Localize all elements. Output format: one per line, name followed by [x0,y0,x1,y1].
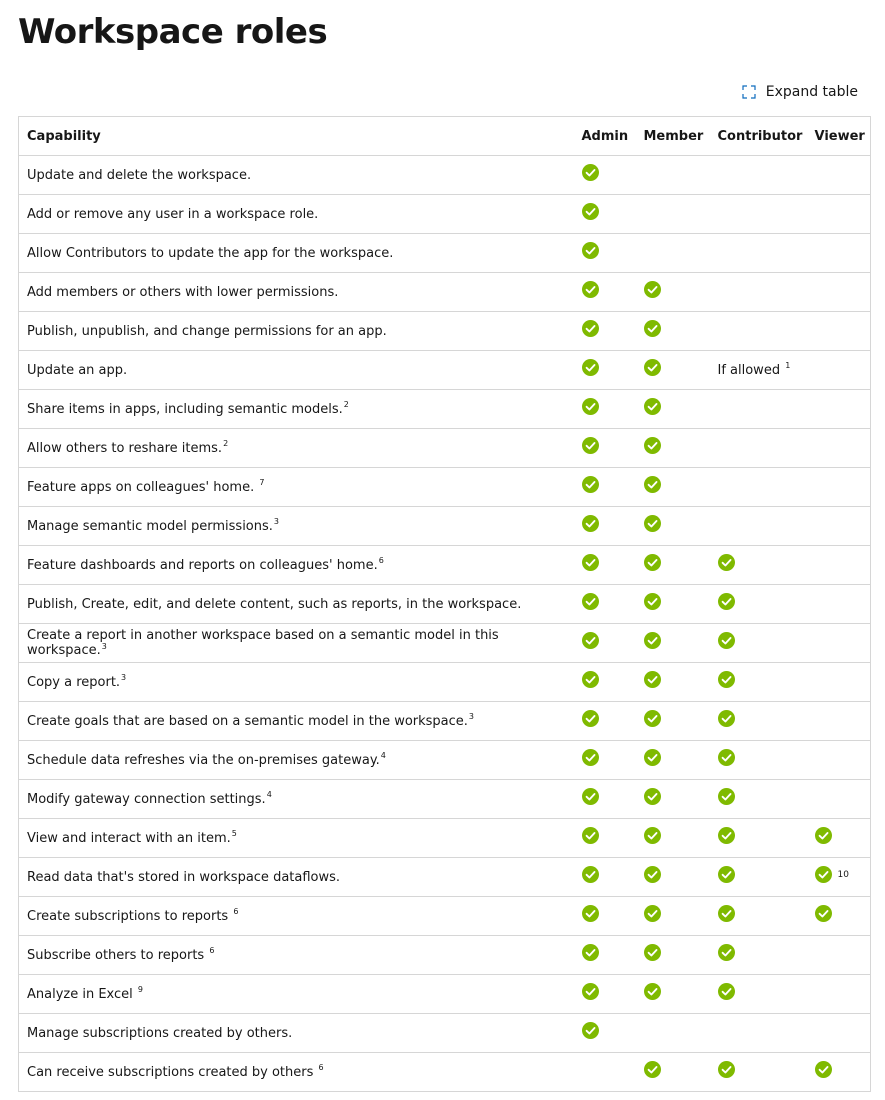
permission-cell-contributor [710,936,807,975]
checkmark-icon [718,671,735,688]
capability-label: Can receive subscriptions created by others [27,1064,318,1080]
capability-label: Manage subscriptions created by others. [27,1025,293,1041]
permission-cell-contributor [710,195,807,234]
table-row [19,195,871,234]
permission-cell-member [636,780,710,819]
checkmark-icon [582,866,599,883]
footnote-ref: 6 [378,556,384,566]
footnote-ref: 2 [223,439,229,449]
permission-cell-member [636,1053,710,1092]
checkmark-icon [582,359,599,376]
permission-cell-contributor [710,156,807,195]
permission-cell-member [636,390,710,429]
capability-cell [19,741,574,780]
capability-label: Create goals that are based on a semantic model in the workspace. [27,713,468,729]
permission-cell-viewer [807,312,871,351]
capability-label: Add or remove any user in a workspace role. [27,206,319,222]
table-row [19,702,871,741]
permission-cell-contributor [710,234,807,273]
permission-cell-member [636,897,710,936]
permission-cell-member [636,858,710,897]
permission-cell-member [636,702,710,741]
permission-cell-member [636,936,710,975]
capability-cell [19,624,574,663]
table-row [19,390,871,429]
checkmark-icon [644,398,661,415]
capability-label: Schedule data refreshes via the on-premises gateway. [27,752,380,768]
permission-cell-viewer [807,936,871,975]
capability-label: Manage semantic model permissions. [27,518,273,534]
permission-cell-viewer [807,1053,871,1092]
footnote-ref: 10 [837,869,849,880]
capability-cell [19,819,574,858]
capability-label: Feature apps on colleagues' home. [27,479,259,495]
checkmark-icon [644,671,661,688]
checkmark-icon [582,944,599,961]
permission-cell-admin [574,819,636,858]
table-row [19,507,871,546]
capability-cell [19,663,574,702]
checkmark-icon [644,515,661,532]
capability-label: Subscribe others to reports [27,947,209,963]
permission-note-text: If allowed [717,362,785,378]
table-row [19,858,871,897]
permission-cell-member [636,741,710,780]
footnote-ref: 2 [343,400,349,410]
footnote-ref: 3 [273,517,280,527]
checkmark-icon [815,827,832,844]
permission-cell-admin [574,585,636,624]
checkmark-icon [582,788,599,805]
permission-cell-member [636,468,710,507]
permission-cell-contributor [710,585,807,624]
checkmark-icon [582,320,599,337]
capability-cell [19,195,574,234]
permission-cell-admin [574,234,636,273]
checkmark-icon [644,944,661,961]
table-row [19,624,871,663]
permission-cell-admin [574,624,636,663]
permission-cell-contributor [710,975,807,1014]
table-row [19,1053,871,1092]
capability-label: Update and delete the workspace. [27,167,252,183]
checkmark-icon [582,515,599,532]
checkmark-icon [582,398,599,415]
footnote-ref: 4 [266,790,272,800]
permission-cell-member [636,1014,710,1053]
permission-cell-viewer [807,429,871,468]
capability-cell [19,468,574,507]
checkmark-icon [718,788,735,805]
checkmark-icon [582,632,599,649]
checkmark-icon [644,905,661,922]
permission-cell-viewer [807,390,871,429]
footnote-ref: 6 [233,907,239,917]
column-header-viewer: Viewer [807,117,871,156]
permission-cell-admin [574,195,636,234]
checkmark-icon [644,749,661,766]
permission-cell-contributor [710,780,807,819]
checkmark-icon [582,476,599,493]
permission-cell-admin [574,507,636,546]
permission-cell-contributor [710,1014,807,1053]
checkmark-icon [718,866,735,883]
checkmark-icon [582,554,599,571]
permission-cell-admin [574,975,636,1014]
permission-cell-admin [574,897,636,936]
permission-cell-contributor [710,897,807,936]
capability-label: Create subscriptions to reports [27,908,233,924]
permission-cell-viewer [807,897,871,936]
checkmark-icon [644,476,661,493]
permission-cell-viewer [807,780,871,819]
permission-cell-contributor [710,1053,807,1092]
permission-cell-admin [574,741,636,780]
checkmark-icon [644,359,661,376]
permission-cell-contributor [710,819,807,858]
expand-table-label: Expand table [765,84,858,100]
permission-cell-contributor [710,468,807,507]
permission-cell-admin [574,312,636,351]
permission-cell-admin [574,1014,636,1053]
table-row [19,780,871,819]
permission-cell-member [636,273,710,312]
capability-label: Create a report in another workspace based on a semantic model in this workspace. [27,628,499,658]
table-row [19,429,871,468]
capability-label: Modify gateway connection settings. [27,791,266,807]
capability-label: Allow others to reshare items. [27,440,223,456]
table-row [19,234,871,273]
permission-cell-viewer [807,663,871,702]
permission-cell-member [636,156,710,195]
capability-cell [19,975,574,1014]
table-row [19,1014,871,1053]
checkmark-icon [582,827,599,844]
permission-cell-viewer [807,1014,871,1053]
permission-cell-member [636,546,710,585]
permission-cell-viewer [807,819,871,858]
footnote-ref: 9 [137,985,144,995]
checkmark-icon [718,944,735,961]
footnote-ref: 3 [121,673,127,683]
checkmark-icon [718,554,735,571]
checkmark-icon [815,866,832,883]
roles-table [18,116,871,1092]
permission-cell-contributor [710,858,807,897]
checkmark-icon [582,749,599,766]
permission-cell-viewer [807,273,871,312]
permission-cell-viewer [807,702,871,741]
permission-cell-member [636,195,710,234]
table-row [19,546,871,585]
permission-cell-admin [574,1053,636,1092]
checkmark-icon [718,749,735,766]
permission-cell-admin [574,858,636,897]
permission-cell-contributor [710,741,807,780]
capability-cell [19,273,574,312]
checkmark-icon [718,710,735,727]
permission-cell-admin [574,936,636,975]
permission-cell-viewer [807,195,871,234]
permission-cell-viewer [807,234,871,273]
checkmark-icon [644,866,661,883]
checkmark-icon [644,1061,661,1078]
permission-cell-viewer [807,741,871,780]
permission-cell-viewer [807,624,871,663]
checkmark-icon [718,593,735,610]
checkmark-icon [644,788,661,805]
permission-cell-viewer [807,351,871,390]
footnote-ref: 4 [380,751,386,761]
capability-cell [19,858,574,897]
capability-label: Read data that's stored in workspace dataflows. [27,869,341,885]
expand-table-button[interactable] [742,84,858,100]
checkmark-icon [718,632,735,649]
checkmark-icon [644,320,661,337]
column-header-capability: Capability [19,117,574,156]
checkmark-icon [582,1022,599,1039]
capability-label: Publish, Create, edit, and delete content, such as reports, in the workspace. [27,596,522,612]
capability-cell [19,546,574,585]
capability-cell [19,429,574,468]
permission-cell-contributor [710,702,807,741]
permission-cell-member [636,819,710,858]
permission-cell-contributor [710,351,807,390]
capability-label: Feature dashboards and reports on colleagues' home. [27,557,378,573]
column-header-admin: Admin [574,117,636,156]
capability-cell [19,234,574,273]
capability-label: Publish, unpublish, and change permissions for an app. [27,323,387,339]
checkmark-icon [582,242,599,259]
page-title: Workspace roles [18,12,328,52]
permission-cell-contributor [710,663,807,702]
checkmark-icon [582,983,599,1000]
capability-cell [19,702,574,741]
capability-cell [19,507,574,546]
table-row [19,975,871,1014]
footnote-ref: 5 [231,829,237,839]
footnote-ref: 3 [101,641,107,651]
checkmark-icon [644,437,661,454]
footnote-ref: 6 [318,1063,324,1073]
column-header-member: Member [636,117,710,156]
checkmark-icon [718,827,735,844]
permission-cell-member [636,975,710,1014]
checkmark-icon [718,905,735,922]
table-body [19,156,871,1092]
capability-cell [19,585,574,624]
column-header-contributor: Contributor [710,117,807,156]
capability-cell [19,897,574,936]
permission-cell-admin [574,156,636,195]
table-row [19,819,871,858]
checkmark-icon [718,983,735,1000]
capability-label: Share items in apps, including semantic models. [27,401,343,417]
checkmark-icon [582,905,599,922]
permission-cell-member [636,663,710,702]
checkmark-icon [644,983,661,1000]
capability-label: Update an app. [27,362,128,378]
capability-label: Copy a report. [27,674,121,690]
permission-cell-member [636,507,710,546]
footnote-ref: 7 [259,478,265,488]
capability-cell [19,156,574,195]
capability-label: Add members or others with lower permissions. [27,284,339,300]
permission-cell-admin [574,702,636,741]
permission-cell-member [636,312,710,351]
capability-cell [19,936,574,975]
checkmark-icon [582,437,599,454]
permission-cell-contributor [710,429,807,468]
table-row [19,897,871,936]
footnote-ref: 6 [209,946,215,956]
checkmark-icon [718,1061,735,1078]
checkmark-icon [582,671,599,688]
table-header-row [19,117,871,156]
capability-label: View and interact with an item. [27,830,231,846]
permission-cell-viewer [807,975,871,1014]
checkmark-icon [815,905,832,922]
table-row [19,156,871,195]
permission-cell-viewer [807,858,871,897]
checkmark-icon [644,827,661,844]
permission-cell-contributor [710,507,807,546]
capability-cell [19,351,574,390]
checkmark-icon [644,632,661,649]
permission-cell-contributor [710,273,807,312]
capability-cell [19,1053,574,1092]
checkmark-icon [582,593,599,610]
permission-cell-admin [574,780,636,819]
checkmark-icon [815,1061,832,1078]
expand-icon [742,85,756,99]
permission-cell-contributor [710,312,807,351]
permission-cell-admin [574,663,636,702]
checkmark-icon [644,710,661,727]
permission-cell-admin [574,429,636,468]
permission-cell-contributor [710,390,807,429]
permission-cell-viewer [807,156,871,195]
table-row [19,468,871,507]
table-row [19,273,871,312]
checkmark-icon [644,281,661,298]
capability-cell [19,312,574,351]
permission-cell-admin [574,390,636,429]
permission-cell-admin [574,546,636,585]
capability-label: Allow Contributors to update the app for the workspace. [27,245,394,261]
capability-cell [19,390,574,429]
permission-cell-contributor [710,546,807,585]
footnote-ref: 1 [785,361,791,371]
checkmark-icon [582,164,599,181]
checkmark-icon [582,203,599,220]
permission-cell-viewer [807,507,871,546]
table-row [19,741,871,780]
capability-cell [19,1014,574,1053]
table-row [19,936,871,975]
permission-cell-member [636,624,710,663]
permission-cell-member [636,429,710,468]
permission-cell-member [636,234,710,273]
checkmark-icon [644,593,661,610]
table-row [19,663,871,702]
capability-label: Analyze in Excel [27,986,137,1002]
permission-cell-viewer [807,546,871,585]
table-row [19,312,871,351]
checkmark-icon [644,554,661,571]
permission-cell-admin [574,351,636,390]
checkmark-icon [582,710,599,727]
permission-cell-viewer [807,585,871,624]
capability-cell [19,780,574,819]
permission-cell-member [636,585,710,624]
permission-cell-admin [574,468,636,507]
footnote-ref: 3 [468,712,475,722]
permission-cell-contributor [710,624,807,663]
table-row [19,351,871,390]
permission-cell-admin [574,273,636,312]
checkmark-icon [582,281,599,298]
permission-cell-viewer [807,468,871,507]
table-row [19,585,871,624]
permission-cell-member [636,351,710,390]
